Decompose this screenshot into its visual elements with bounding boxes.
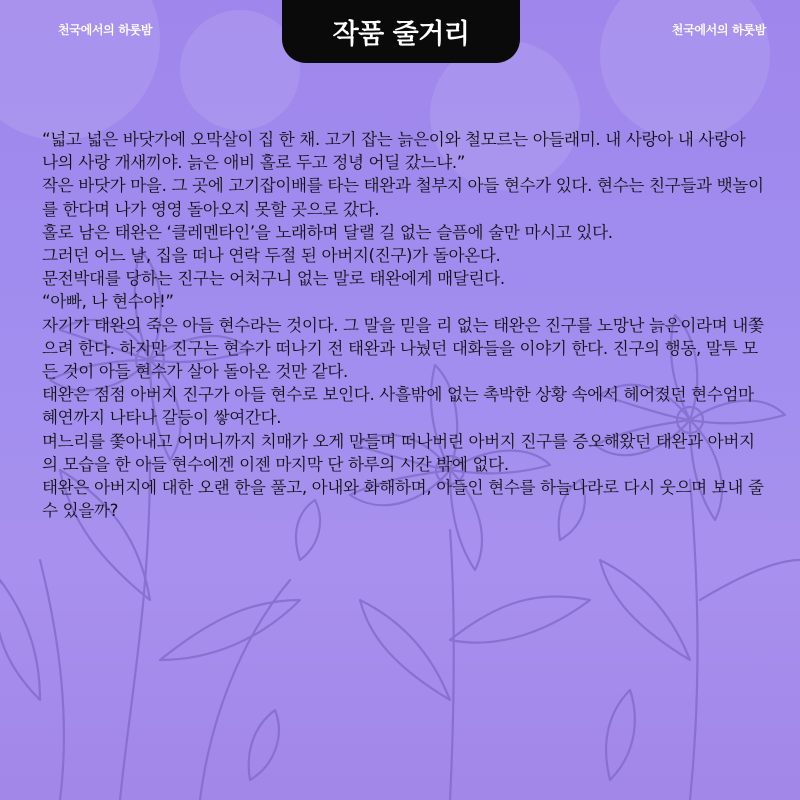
header-right-label: 천국에서의 하룻밤: [671, 23, 766, 37]
synopsis-text: [42, 128, 766, 522]
title-tab: [282, 0, 520, 63]
synopsis-paragraph: 문전박대를 당하는 진구는 어처구니 없는 말로 태완에게 매달린다.: [42, 269, 505, 289]
synopsis-paragraph: 며느리를 쫓아내고 어머니까지 치매가 오게 만들며 떠나버린 아버지 진구를 증오해왔던 태완과 아버지의 모습을 한 아들 현수에겐 이젠 마지막 단 하루의 시간 밖에 없다.: [42, 431, 755, 474]
synopsis-paragraph: 그러던 어느 날, 집을 떠나 연락 두절 된 아버지(진구)가 돌아온다.: [42, 246, 501, 266]
synopsis-paragraph: “아빠, 나 현수야!”: [42, 292, 174, 312]
synopsis-paragraph: 태완은 아버지에 대한 오랜 한을 풀고, 아내와 화해하며, 아들인 현수를 하늘나라로 다시 웃으며 보내 줄 수 있을까?: [42, 478, 764, 521]
synopsis-paragraph: 태완은 점점 아버지 진구가 아들 현수로 보인다. 사흘밖에 없는 촉박한 상황 속에서 헤어졌던 현수엄마 혜연까지 나타나 갈등이 쌓여간다.: [42, 385, 754, 428]
synopsis-paragraph: 자기가 태완의 죽은 아들 현수라는 것이다. 그 말을 믿을 리 없는 태완은 진구를 노망난 늙은이라며 내쫓으려 한다. 하지만 진구는 현수가 떠나기 전 태완과 나눴던 대화들을 이야기 한다. 진구의 행동, 말투 모든 것이 아들 현수가 살아 돌아온 것만 같다.: [42, 315, 764, 382]
synopsis-paragraph: “넓고 넓은 바닷가에 오막살이 집 한 채. 고기 잡는 늙은이와 철모르는 아들래미. 내 사랑아 내 사랑아 나의 사랑 개새끼야. 늙은 애비 홀로 두고 정녕 어딜 갔느냐.”: [42, 130, 746, 173]
synopsis-paragraph: 홀로 남은 태완은 ‘클레멘타인’을 노래하며 달랠 길 없는 슬픔에 술만 마시고 있다.: [42, 222, 613, 242]
header-left-label: 천국에서의 하룻밤: [58, 23, 153, 37]
synopsis-paragraph: 작은 바닷가 마을. 그 곳에 고기잡이배를 타는 태완과 철부지 아들 현수가 있다. 현수는 친구들과 뱃놀이를 한다며 나가 영영 돌아오지 못할 곳으로 갔다.: [42, 176, 764, 219]
page-title: 작품 줄거리: [332, 19, 470, 50]
